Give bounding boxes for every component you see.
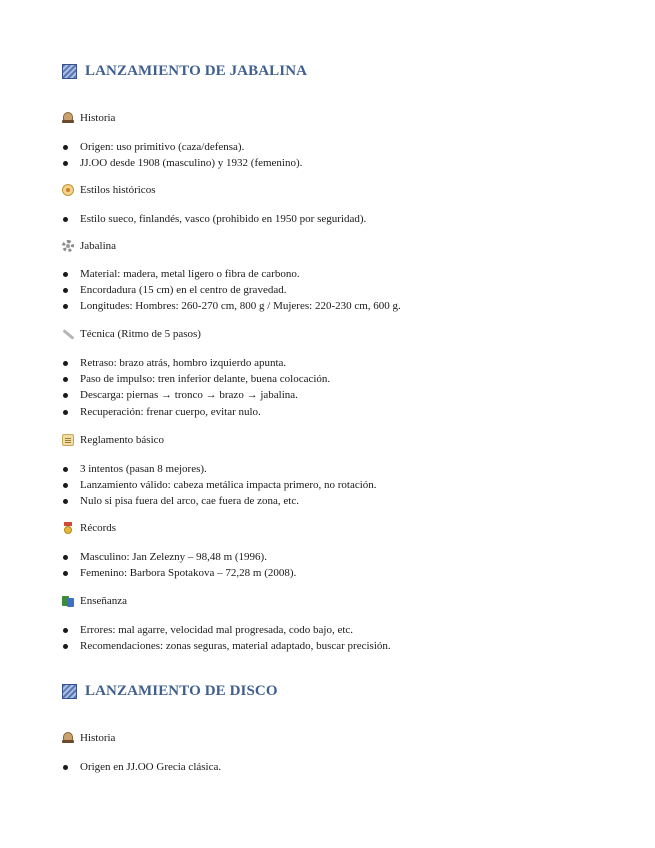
bullet-list-historia xyxy=(62,139,302,171)
history-icon xyxy=(62,112,74,124)
bullet-list-tecnica xyxy=(62,355,330,420)
heading-square-icon xyxy=(62,64,77,79)
subsection-heading-historia xyxy=(62,112,115,124)
section-title: LANZAMIENTO DE DISCO xyxy=(85,683,278,699)
medal-icon xyxy=(62,522,74,534)
list-item: Recomendaciones: zonas seguras, material adaptado, buscar precisión. xyxy=(62,638,391,654)
list-item: Errores: mal agarre, velocidad mal progresada, codo bajo, etc. xyxy=(62,622,391,638)
list-item: Retraso: brazo atrás, hombro izquierdo apunta. xyxy=(62,355,330,371)
section-heading-jabalina xyxy=(62,63,307,80)
subsection-title: Récords xyxy=(80,522,117,534)
bullet-list-estilos xyxy=(62,211,366,227)
bullet-list-records xyxy=(62,549,296,581)
subsection-heading-reglamento xyxy=(62,434,164,446)
list-item: Femenino: Barbora Spotakova – 72,28 m (2008). xyxy=(62,565,296,581)
books-icon xyxy=(62,595,74,607)
list-item: Descarga: piernas → tronco → brazo → jabalina. xyxy=(62,387,330,403)
list-item: Estilo sueco, finlandés, vasco (prohibido en 1950 por seguridad). xyxy=(62,211,366,227)
subsection-title: Reglamento básico xyxy=(80,434,165,446)
target-icon xyxy=(62,184,74,196)
subsection-title: Enseñanza xyxy=(80,595,128,607)
list-item: Origen: uso primitivo (caza/defensa). xyxy=(62,139,302,155)
subsection-title: Jabalina xyxy=(80,240,117,252)
list-item: 3 intentos (pasan 8 mejores). xyxy=(62,461,377,477)
list-item: Paso de impulso: tren inferior delante, buena colocación. xyxy=(62,371,330,387)
list-item: Longitudes: Hombres: 260-270 cm, 800 g / Mujeres: 220-230 cm, 600 g. xyxy=(62,298,401,314)
subsection-heading-records xyxy=(62,522,116,534)
subsection-title: Historia xyxy=(80,732,116,744)
subsection-heading-estilos xyxy=(62,184,155,196)
subsection-heading-historia-disco xyxy=(62,732,115,744)
gear-icon xyxy=(62,240,74,252)
bullet-list-historia-disco xyxy=(62,759,221,775)
section-title: LANZAMIENTO DE JABALINA xyxy=(85,63,308,79)
list-item: Origen en JJ.OO Grecia clásica. xyxy=(62,759,221,775)
list-item: Material: madera, metal ligero o fibra de carbono. xyxy=(62,266,401,282)
list-item: Masculino: Jan Zelezny – 98,48 m (1996). xyxy=(62,549,296,565)
subsection-heading-tecnica xyxy=(62,328,201,340)
history-icon xyxy=(62,732,74,744)
heading-square-icon xyxy=(62,684,77,699)
subsection-title: Historia xyxy=(80,112,116,124)
bullet-list-jabalina xyxy=(62,266,401,315)
list-item: Encordadura (15 cm) en el centro de gravedad. xyxy=(62,282,401,298)
bullet-list-ensenanza xyxy=(62,622,391,654)
list-item: Lanzamiento válido: cabeza metálica impacta primero, no rotación. xyxy=(62,477,377,493)
pencil-icon xyxy=(62,328,74,340)
list-item: Nulo si pisa fuera del arco, cae fuera de zona, etc. xyxy=(62,493,377,509)
scroll-icon xyxy=(62,434,74,446)
list-item: Recuperación: frenar cuerpo, evitar nulo. xyxy=(62,404,330,420)
subsection-title: Técnica (Ritmo de 5 pasos) xyxy=(80,328,201,340)
subsection-title: Estilos históricos xyxy=(80,184,156,196)
subsection-heading-jabalina xyxy=(62,240,116,252)
section-heading-disco xyxy=(62,683,278,700)
bullet-list-reglamento xyxy=(62,461,377,510)
list-item: JJ.OO desde 1908 (masculino) y 1932 (femenino). xyxy=(62,155,302,171)
subsection-heading-ensenanza xyxy=(62,595,127,607)
